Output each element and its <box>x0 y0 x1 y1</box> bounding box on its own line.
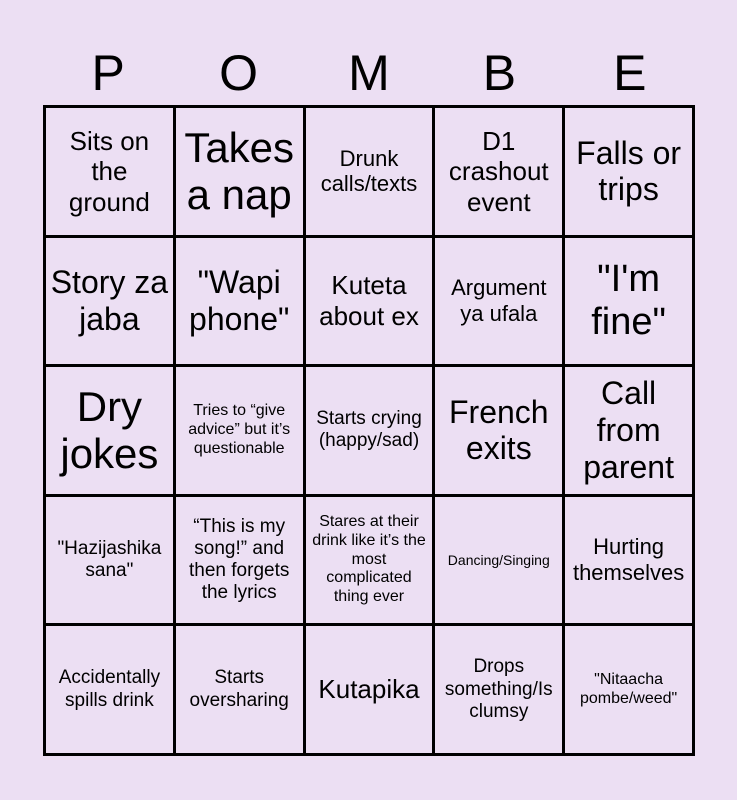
bingo-cell[interactable]: Kutapika <box>306 626 433 753</box>
bingo-cell[interactable]: "Hazijashika sana" <box>46 497 173 624</box>
bingo-cell[interactable]: Hurting themselves <box>565 497 692 624</box>
bingo-cell[interactable]: Starts oversharing <box>176 626 303 753</box>
bingo-cell[interactable]: Sits on the ground <box>46 108 173 235</box>
bingo-cell[interactable]: Story za jaba <box>46 238 173 365</box>
bingo-cell[interactable]: Dancing/Singing <box>435 497 562 624</box>
bingo-cell[interactable]: Accidentally spills drink <box>46 626 173 753</box>
bingo-cell[interactable]: French exits <box>435 367 562 494</box>
bingo-cell[interactable]: Starts crying (happy/sad) <box>306 367 433 494</box>
bingo-card <box>43 105 695 756</box>
bingo-cell[interactable]: Falls or trips <box>565 108 692 235</box>
bingo-cell[interactable]: Dry jokes <box>46 367 173 494</box>
bingo-cell[interactable]: D1 crashout event <box>435 108 562 235</box>
bingo-cell[interactable]: Drops something/Is clumsy <box>435 626 562 753</box>
bingo-cell[interactable]: Takes a nap <box>176 108 303 235</box>
bingo-header <box>43 42 695 104</box>
bingo-cell[interactable]: Stares at their drink like it’s the most complicated thing ever <box>306 497 433 624</box>
bingo-cell[interactable]: "Wapi phone" <box>176 238 303 365</box>
bingo-cell[interactable]: “This is my song!” and then forgets the lyrics <box>176 497 303 624</box>
bingo-cell[interactable]: Argument ya ufala <box>435 238 562 365</box>
bingo-cell[interactable]: Call from parent <box>565 367 692 494</box>
header-letter: O <box>219 45 259 101</box>
bingo-cell[interactable]: Kuteta about ex <box>306 238 433 365</box>
bingo-cell[interactable]: "I'm fine" <box>565 238 692 365</box>
header-letter: P <box>91 45 125 101</box>
bingo-cell[interactable]: Tries to “give advice” but it’s questionable <box>176 367 303 494</box>
header-letter: E <box>613 45 647 101</box>
header-letter: B <box>482 45 517 101</box>
bingo-cell[interactable]: "Nitaacha pombe/weed" <box>565 626 692 753</box>
bingo-cell[interactable]: Drunk calls/texts <box>306 108 433 235</box>
header-letter: M <box>348 45 390 101</box>
